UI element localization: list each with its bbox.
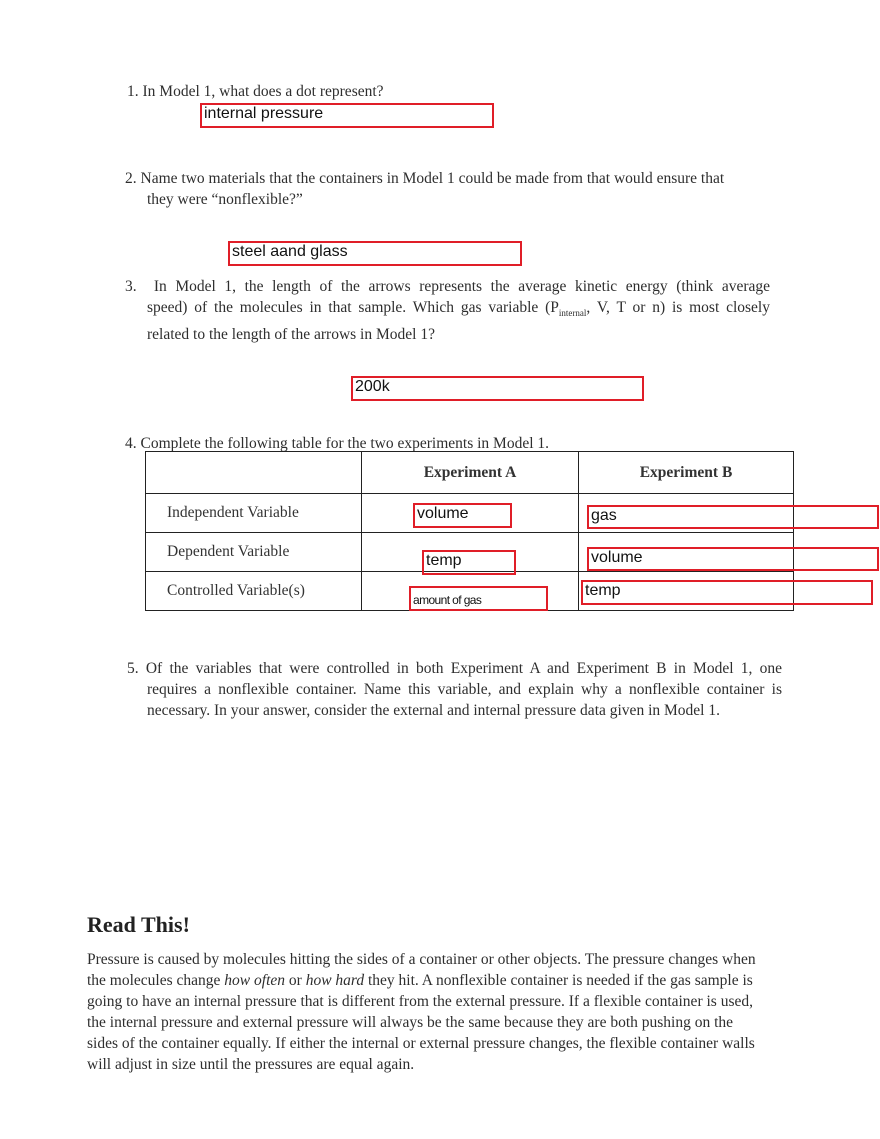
question-3-subscript: internal	[558, 308, 587, 319]
read-this-text-a: Pressure is caused by molecules hitting the sides of a container or other objects. The pressure changes when the molecules change	[87, 951, 756, 989]
answer-independent-a[interactable]: volume	[413, 503, 512, 528]
question-5-line3: necessary. In your answer, consider the external and internal pressure data given in Model 1.	[147, 702, 720, 719]
question-4-text: Complete the following table for the two experiments in Model 1.	[140, 435, 550, 452]
question-3-number: 3.	[125, 278, 137, 295]
read-this-text-b: or	[285, 972, 306, 989]
question-5-line1: Of the variables that were controlled in both Experiment A and Experiment B in Model 1, one	[145, 660, 782, 677]
read-this-paragraph	[87, 949, 767, 1075]
read-this-emphasis-1: how often	[224, 972, 286, 989]
answer-controlled-b[interactable]: temp	[581, 580, 873, 605]
question-5-line2: requires a nonflexible container. Name this variable, and explain why a nonflexible container is	[147, 681, 782, 698]
question-3-line2-pre: speed) of the molecules in that sample. Which gas variable (P	[147, 299, 559, 316]
question-2	[125, 168, 785, 210]
table-header-experiment-b: Experiment B	[579, 452, 794, 494]
answer-2-field[interactable]: steel aand glass	[228, 241, 522, 266]
read-this-heading: Read This!	[87, 912, 190, 937]
answer-1-field[interactable]: internal pressure	[200, 103, 494, 128]
answer-dependent-a[interactable]: temp	[422, 550, 516, 575]
answer-dependent-b[interactable]: volume	[587, 547, 879, 571]
question-5	[127, 658, 782, 721]
question-2-line2: they were “nonflexible?”	[147, 191, 303, 208]
row-label-dependent: Dependent Variable	[146, 533, 362, 572]
question-3-line1: In Model 1, the length of the arrows represents the average kinetic energy (think average	[153, 278, 771, 295]
question-3-line2-post: , V, T or n) is most closely	[586, 299, 770, 316]
question-4-number: 4.	[125, 435, 137, 452]
table-header-experiment-a: Experiment A	[362, 452, 579, 494]
row-label-controlled: Controlled Variable(s)	[146, 572, 362, 611]
answer-independent-b[interactable]: gas	[587, 505, 879, 529]
read-this-text-c: they hit. A nonflexible container is needed if the gas sample is going to have an internal pressure that is different from the external pressure. If a flexible container is used, the internal pressure and external pressure will always be the same because they are both pushing on the sides of the container equally. If either the internal or external pressure changes, the flexible container walls will adjust in size until the pressures are equal again.	[87, 972, 755, 1073]
row-label-independent: Independent Variable	[146, 494, 362, 533]
table-header-row	[146, 452, 794, 494]
question-1-text: In Model 1, what does a dot represent?	[142, 83, 384, 100]
question-2-line1: Name two materials that the containers in Model 1 could be made from that would ensure that	[140, 170, 725, 187]
question-3	[125, 276, 770, 345]
question-1-number: 1.	[127, 83, 139, 100]
table-header-blank	[146, 452, 362, 494]
answer-3-field[interactable]: 200k	[351, 376, 644, 401]
answer-controlled-a[interactable]: amount of gas	[409, 586, 548, 611]
question-5-number: 5.	[127, 660, 139, 677]
question-3-line3: related to the length of the arrows in Model 1?	[147, 326, 435, 344]
question-1	[127, 81, 384, 102]
question-2-number: 2.	[125, 170, 137, 187]
read-this-emphasis-2: how hard	[305, 972, 365, 989]
